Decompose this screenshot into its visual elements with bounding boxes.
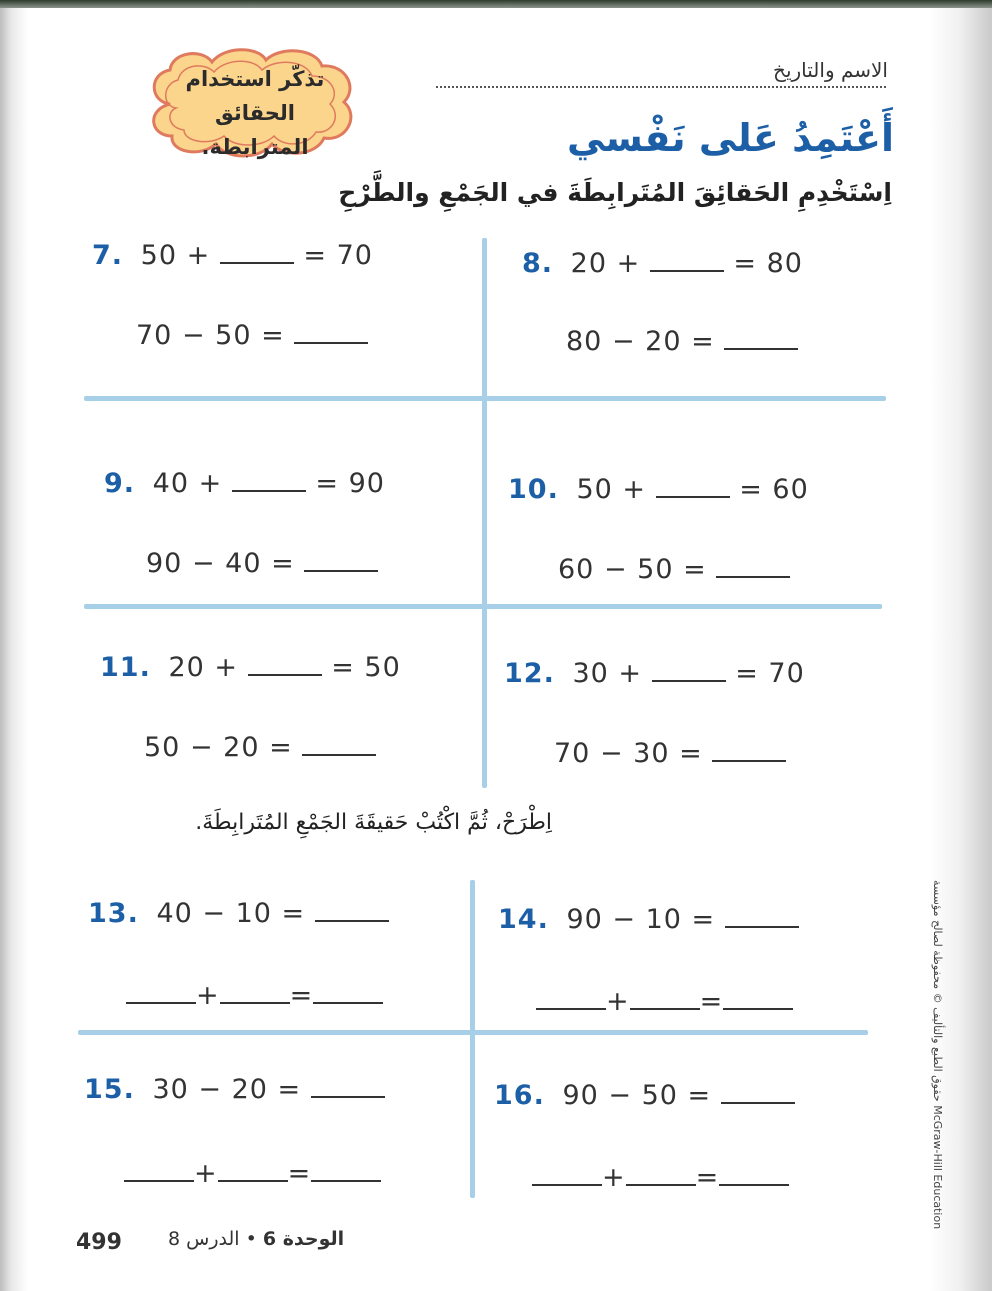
plus-sign: + <box>194 1158 218 1189</box>
fact-blank-2[interactable] <box>626 1162 696 1186</box>
equation-text: 90 − 10 = <box>566 904 716 935</box>
answer-blank[interactable] <box>294 320 368 344</box>
answer-blank[interactable] <box>302 732 376 756</box>
problem-12-line1 <box>504 658 805 689</box>
copyright-text: حقوق الطبع والتأليف © محفوظة لصالح مؤسسة McGraw-Hill Education <box>931 880 944 1230</box>
answer-blank[interactable] <box>716 554 790 578</box>
instruction-subtract-write: اِطْرَحْ، ثُمَّ اكْتُبْ حَقيقَةَ الجَمْعِ المُتَرابِطَةَ. <box>195 810 552 835</box>
problem-8-line2 <box>566 326 798 357</box>
equation-left: 30 + <box>572 658 642 689</box>
fact-blank-1[interactable] <box>536 986 606 1010</box>
footer-unit-lesson <box>168 1228 344 1250</box>
grid-divider-vertical <box>482 238 487 788</box>
grid-divider-horizontal <box>78 1030 868 1035</box>
equation-left: 40 + <box>152 468 223 499</box>
page-title: أَعْتَمِدُ عَلى نَفْسي <box>566 116 894 160</box>
equation-text: 70 − 50 = <box>136 320 285 351</box>
plus-sign: + <box>606 986 630 1017</box>
equation-left: 20 + <box>168 652 238 683</box>
problem-8-line1 <box>522 248 803 279</box>
answer-blank[interactable] <box>724 326 798 350</box>
fact-blank-1[interactable] <box>124 1158 194 1182</box>
problem-7-line2 <box>136 320 368 351</box>
equation-left: 50 + <box>576 474 646 505</box>
fact-blank-1[interactable] <box>532 1162 602 1186</box>
problem-number: 15. <box>84 1074 135 1105</box>
fact-blank-2[interactable] <box>218 1158 288 1182</box>
problem-13-line1 <box>88 898 389 929</box>
equation-text: 60 − 50 = <box>558 554 707 585</box>
problem-15-fact <box>124 1158 381 1189</box>
equation-text: 50 − 20 = <box>144 732 293 763</box>
footer-separator: • <box>245 1228 257 1250</box>
answer-blank[interactable] <box>232 468 306 492</box>
fact-blank-1[interactable] <box>126 980 196 1004</box>
equation-text: 90 − 40 = <box>146 548 295 579</box>
name-date-label: الاسم والتاريخ <box>773 58 888 82</box>
equals-sign: = <box>287 1158 312 1189</box>
answer-blank[interactable] <box>220 240 294 264</box>
equals-sign: = <box>695 1162 720 1193</box>
fact-blank-3[interactable] <box>719 1162 789 1186</box>
problem-number: 8. <box>522 248 554 279</box>
fact-blank-3[interactable] <box>723 986 793 1010</box>
answer-blank[interactable] <box>656 474 730 498</box>
equation-text: 40 − 10 = <box>156 898 306 929</box>
problem-16-fact <box>532 1162 789 1193</box>
page-edge <box>0 0 28 1291</box>
problem-number: 13. <box>88 898 139 929</box>
answer-blank[interactable] <box>248 652 322 676</box>
equals-sign: = <box>699 986 724 1017</box>
problem-11-line2 <box>144 732 376 763</box>
problem-number: 11. <box>100 652 151 683</box>
grid-divider-horizontal <box>84 604 882 609</box>
problem-14-fact <box>536 986 793 1017</box>
equation-right: = 90 <box>315 468 385 499</box>
answer-blank[interactable] <box>721 1080 795 1104</box>
problem-16-line1 <box>494 1080 795 1111</box>
answer-blank[interactable] <box>650 248 724 272</box>
copyright-side-note <box>930 880 946 1230</box>
fact-blank-2[interactable] <box>630 986 700 1010</box>
equation-right: = 50 <box>331 652 401 683</box>
answer-blank[interactable] <box>304 548 378 572</box>
problem-9-line1 <box>104 468 385 499</box>
equation-right: = 70 <box>303 240 373 271</box>
answer-blank[interactable] <box>725 904 799 928</box>
reminder-text: تذكّر استخدام الحقائق المترابطة. <box>185 67 325 159</box>
equation-text: 70 − 30 = <box>554 738 703 769</box>
plus-sign: + <box>196 980 220 1011</box>
problem-number: 10. <box>508 474 559 505</box>
problem-10-line1 <box>508 474 809 505</box>
top-strip <box>0 0 992 8</box>
name-date-line[interactable] <box>436 86 886 88</box>
footer-lesson: الدرس 8 <box>168 1228 240 1250</box>
answer-blank[interactable] <box>311 1074 385 1098</box>
grid-divider-horizontal <box>84 396 886 401</box>
equation-left: 20 + <box>570 248 641 279</box>
problem-11-line1 <box>100 652 401 683</box>
equation-text: 90 − 50 = <box>562 1080 712 1111</box>
problem-number: 16. <box>494 1080 545 1111</box>
answer-blank[interactable] <box>315 898 389 922</box>
equation-text: 80 − 20 = <box>566 326 715 357</box>
equation-left: 50 + <box>140 240 211 271</box>
equation-text: 30 − 20 = <box>152 1074 302 1105</box>
equals-sign: = <box>289 980 314 1011</box>
problem-12-line2 <box>554 738 786 769</box>
equation-right: = 70 <box>735 658 805 689</box>
footer-unit: الوحدة 6 <box>262 1228 345 1250</box>
fact-blank-3[interactable] <box>311 1158 381 1182</box>
fact-blank-2[interactable] <box>220 980 290 1004</box>
page-number: 499 <box>76 1230 122 1255</box>
problem-14-line1 <box>498 904 799 935</box>
answer-blank[interactable] <box>652 658 726 682</box>
problem-7-line1 <box>92 240 373 271</box>
problem-number: 9. <box>104 468 136 499</box>
equation-right: = 60 <box>739 474 809 505</box>
problem-15-line1 <box>84 1074 385 1105</box>
problem-number: 7. <box>92 240 124 271</box>
problem-number: 14. <box>498 904 549 935</box>
problem-13-fact <box>126 980 383 1011</box>
problem-number: 12. <box>504 658 555 689</box>
fact-blank-3[interactable] <box>313 980 383 1004</box>
instruction-related-facts: اِسْتَخْدِمِ الحَقائِقَ المُتَرابِطَةَ في الجَمْعِ والطَّرْحِ <box>338 178 892 207</box>
problem-10-line2 <box>558 554 790 585</box>
grid-divider-vertical <box>470 880 475 1198</box>
problem-9-line2 <box>146 548 378 579</box>
equation-right: = 80 <box>733 248 803 279</box>
plus-sign: + <box>602 1162 626 1193</box>
answer-blank[interactable] <box>712 738 786 762</box>
